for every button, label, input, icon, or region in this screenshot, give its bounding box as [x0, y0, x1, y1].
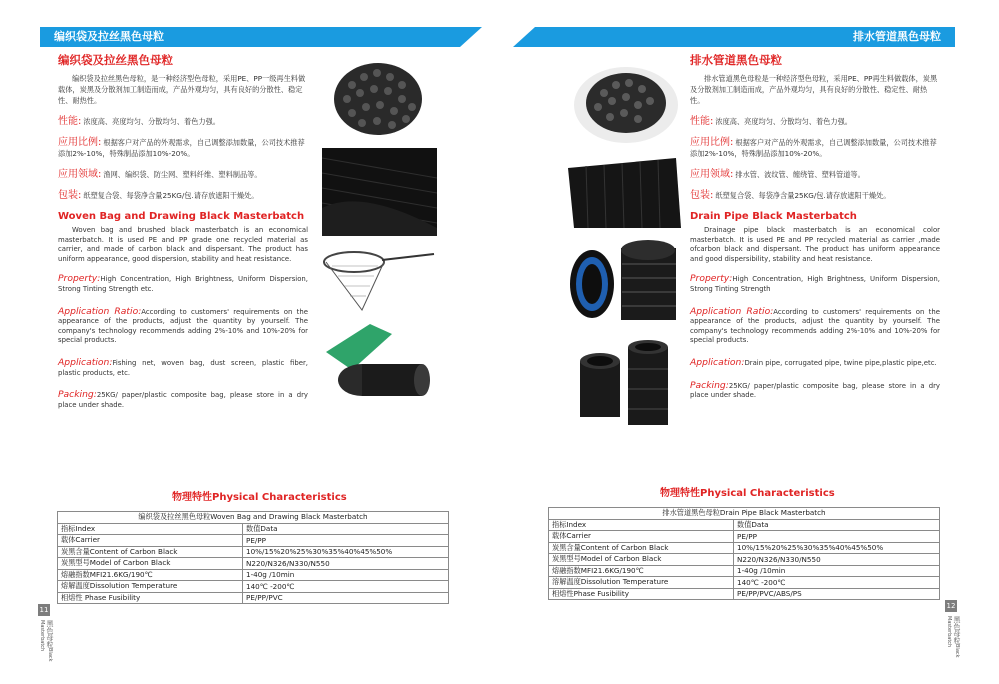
left-ratio-en: Application Ratio:According to customers' requirements on the appearance of the products, adjust the quantity by yourself. The company's technology recommends adding 2%-10% and 10%-20% for special products. — [58, 305, 308, 345]
right-property-en: Property:High Concentration, High Brightness, Uniform Dispersion, Strong Tinting Strength — [690, 273, 940, 293]
left-characteristics-table — [57, 511, 449, 604]
right-ratio: 应用比例: 根据客户对产品的外观需求，自己调整添加数量，公司技术推荐添加2%-10%，特殊制品添加10%-20%。 — [690, 137, 937, 158]
right-ratio-en: Application Ratio:According to customers' requirements on the appearance of the products, adjust the quantity by yourself. The company's technology recommends adding 2%-10% and 10%-20% for special products. — [690, 305, 940, 345]
net-bag-image — [322, 244, 437, 314]
rolls-image — [322, 322, 437, 400]
left-field: 应用领域: 渔网、编织袋、防尘网、塑料纤维、塑料制品等。 — [58, 169, 262, 180]
left-table-caption: 编织袋及拉丝黑色母粒Woven Bag and Drawing Black Masterbatch — [58, 512, 449, 524]
right-table-caption: 排水管道黑色母粒Drain Pipe Black Masterbatch — [549, 508, 940, 520]
table-row: 熔解温度Dissolution Temperature 140℃ -200℃ — [58, 581, 449, 593]
table-row: 载体Carrier PE/PP — [58, 535, 449, 547]
table-row: 指标Index 数值Data — [549, 519, 940, 531]
table-row: 炭黑型号Model of Carbon Black N220/N326/N330/N550 — [58, 558, 449, 570]
table-row: 溶解温度Dissolution Temperature 140℃ -200℃ — [549, 577, 940, 589]
left-property-en: Property:High Concentration, High Brightness, Uniform Dispersion, Strong Tinting Strength etc. — [58, 273, 308, 293]
table-row: 熔融指数MFI21.6KG/190℃ 1-40g /10min — [549, 565, 940, 577]
left-header-banner — [40, 27, 460, 47]
left-packing: 包装: 纸塑复合袋、每袋净含量25KG/包.请存放遮阳干燥处。 — [58, 190, 259, 201]
table-row: 炭黑型号Model of Carbon Black N220/N326/N330/N550 — [549, 554, 940, 566]
page-number-right: 12 — [946, 602, 956, 610]
left-product-images — [322, 55, 437, 408]
left-application-en: Application:Fishing net, woven bag, dust screen, plastic fiber, plastic products, etc. — [58, 356, 308, 377]
left-title-en: Woven Bag and Drawing Black Masterbatch — [58, 211, 305, 222]
left-table-title: 物理特性Physical Characteristics — [172, 492, 347, 503]
right-table-title: 物理特性Physical Characteristics — [660, 488, 835, 499]
pipe-image — [566, 158, 681, 228]
right-title-en: Drain Pipe Black Masterbatch — [690, 211, 857, 222]
right-desc-en: Drainage pipe black masterbatch is an economical color masterbatch. It is used PE and PP recycled material as carrier ,made ofcarbon black and dispersant. The product has uniform appearance and good dispersibility, stability and heat resistance. — [690, 226, 940, 263]
left-title-cn: 编织袋及拉丝黑色母粒 — [58, 53, 173, 67]
left-product-section — [58, 52, 308, 422]
woven-fabric-image — [322, 148, 437, 236]
table-row: 载体Carrier PE/PP — [549, 531, 940, 543]
side-caption-right: 黑色母粒Black Masterbatch — [946, 616, 961, 658]
right-desc-cn: 排水管道黑色母粒是一种经济型色母粒，采用PE、PP再生料做载体，炭黑及分散剂加工制造而成，产品外观均匀，具有良好的分散性、稳定性、耐热性。 — [690, 74, 938, 105]
right-packing: 包装: 纸塑复合袋、每袋净含量25KG/包.请存放遮阳干燥处。 — [690, 190, 891, 201]
pellets-bowl-image — [566, 55, 681, 150]
right-performance: 性能: 浓度高、亮度均匀、分散均匀、着色力强。 — [690, 116, 852, 127]
right-product-section — [690, 52, 940, 413]
left-ratio: 应用比例: 根据客户对产品的外观需求，自己调整添加数量，公司技术推荐添加2%-10%，特殊制品添加10%-20%。 — [58, 137, 305, 158]
left-desc-cn: 编织袋及拉丝黑色母粒，是一种经济型色母粒，采用PE、PP一级再生料做载体，炭黑及分散剂加工制造而成，产品外观均匀，具有良好的分散性、稳定性、耐热性。 — [58, 74, 306, 105]
pellets-image — [322, 55, 437, 140]
table-row: 相熔性 Phase Fusibility PE/PP/PVC — [58, 592, 449, 604]
table-row: 炭黑含量Content of Carbon Black 10%/15%20%25%30%35%40%45%50% — [58, 546, 449, 558]
left-desc-en: Woven bag and brushed black masterbatch is an economical masterbatch. It is used PE and PP grade one recycled material as carrier, and made of carbon black and dispersant. The product has uniform appearance, good dispersion, stability and heat resistance. — [58, 226, 308, 263]
table-row: 指标Index 数值Data — [58, 523, 449, 535]
table-row: 炭黑含量Content of Carbon Black 10%/15%20%25%30%35%40%45%50% — [549, 542, 940, 554]
page-number-left: 11 — [39, 606, 49, 614]
pipe-fittings-image — [566, 339, 681, 429]
right-application-en: Application:Drain pipe, corrugated pipe, twine pipe,plastic pipe,etc. — [690, 356, 937, 368]
left-performance: 性能: 浓度高、亮度均匀、分散均匀、着色力强。 — [58, 116, 220, 127]
left-banner-title: 编织袋及拉丝黑色母粒 — [54, 30, 164, 43]
table-row: 相熔性Phase Fusibility PE/PP/PVC/ABS/PS — [549, 588, 940, 600]
side-caption-left: 黑色母粒Black Masterbatch — [39, 620, 54, 662]
right-packing-en: Packing:25KG/ paper/plastic composite bag, please store in a dry place under shade. — [690, 379, 940, 400]
corrugated-pipe-image — [566, 236, 681, 331]
right-field: 应用领域: 排水管、波纹管、缠绕管、塑料管道等。 — [690, 169, 865, 180]
right-banner-title: 排水管道黑色母粒 — [853, 30, 941, 43]
right-header-banner — [535, 27, 955, 47]
right-title-cn: 排水管道黑色母粒 — [690, 53, 782, 67]
table-row: 熔融指数MFI21.6KG/190℃ 1-40g /10min — [58, 569, 449, 581]
right-product-images — [566, 55, 681, 437]
right-characteristics-table — [548, 507, 940, 600]
left-packing-en: Packing:25KG/ paper/plastic composite bag, please store in a dry place under shade. — [58, 389, 308, 409]
